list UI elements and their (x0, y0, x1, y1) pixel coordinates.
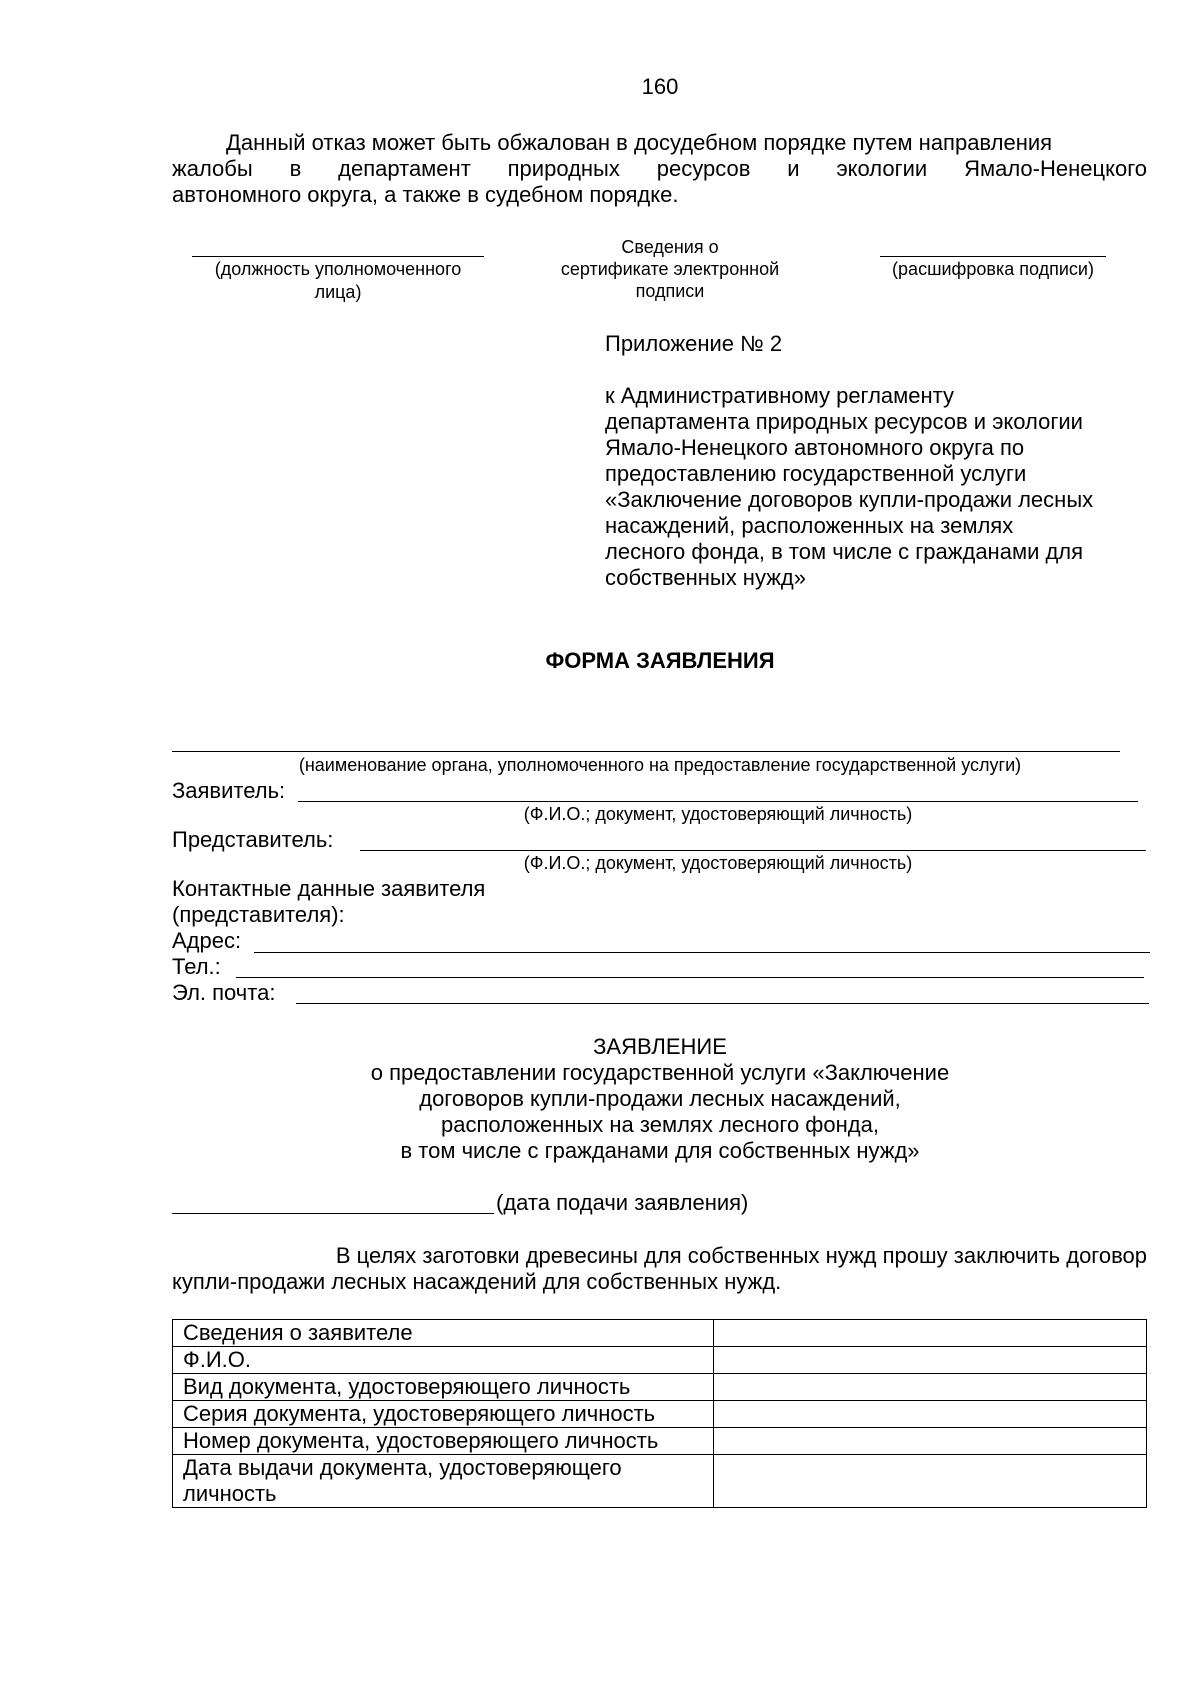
table-row (173, 1428, 1147, 1455)
table-row (173, 1401, 1147, 1428)
position-caption-2: лица) (314, 282, 362, 302)
representative-field[interactable] (360, 850, 1146, 851)
decode-signature-line (880, 256, 1106, 257)
form-title: ФОРМА ЗАЯВЛЕНИЯ (545, 648, 775, 673)
email-field[interactable] (296, 1003, 1149, 1004)
table-cell-value[interactable] (714, 1455, 1147, 1508)
phone-label: Тел.: (172, 954, 221, 979)
date-caption: (дата подачи заявления) (496, 1190, 749, 1215)
appendix-line: Ямало-Ненецкого автономного округа по (605, 435, 1025, 460)
statement-subtitle-4: в том числе с гражданами для собственных нужд» (400, 1138, 920, 1163)
address-field[interactable] (254, 952, 1150, 953)
table-row (173, 1374, 1147, 1401)
authority-caption: (наименование органа, уполномоченного на предоставление государственной услуги) (298, 755, 1022, 775)
contacts-label-1: Контактные данные заявителя (172, 876, 486, 901)
table-cell-label: Дата выдачи документа, удостоверяющего личность (173, 1455, 714, 1508)
table-cell-value[interactable] (714, 1347, 1147, 1374)
certificate-caption-1: Сведения о (621, 237, 719, 257)
position-caption-1: (должность уполномоченного (214, 259, 462, 279)
table-row (173, 1320, 1147, 1347)
appendix-line: собственных нужд» (605, 565, 806, 590)
statement-title: ЗАЯВЛЕНИЕ (593, 1034, 727, 1059)
decode-caption: (расшифровка подписи) (892, 259, 1094, 279)
table-cell-label: Ф.И.О. (173, 1347, 714, 1374)
appendix-line: департамента природных ресурсов и экологии (605, 409, 1083, 434)
table-row (173, 1455, 1147, 1508)
table-cell-value[interactable] (714, 1374, 1147, 1401)
representative-label: Представитель: (172, 827, 334, 852)
certificate-caption-2: сертификате электронной (560, 259, 780, 279)
applicant-field[interactable] (298, 801, 1138, 802)
statement-body-2: купли-продажи лесных насаждений для собственных нужд. (172, 1269, 782, 1294)
statement-subtitle-3: расположенных на землях лесного фонда, (441, 1112, 879, 1137)
table-cell-value[interactable] (714, 1401, 1147, 1428)
applicant-info-table (172, 1319, 1147, 1508)
appendix-line: «Заключение договоров купли-продажи лесных (605, 487, 1094, 512)
table-cell-value[interactable] (714, 1320, 1147, 1347)
table-cell-label: Вид документа, удостоверяющего личность (173, 1374, 714, 1401)
representative-caption: (Ф.И.О.; документ, удостоверяющий личность) (523, 853, 913, 873)
table-cell-label: Номер документа, удостоверяющего личность (173, 1428, 714, 1455)
appendix-line: к Административному регламенту (605, 383, 955, 408)
appendix-line: лесного фонда, в том числе с гражданами для (605, 539, 1084, 564)
table-cell-label: Сведения о заявителе (173, 1320, 714, 1347)
statement-subtitle-2: договоров купли-продажи лесных насаждений, (419, 1086, 901, 1111)
contacts-label-2: (представителя): (172, 902, 345, 927)
date-field[interactable] (172, 1213, 494, 1214)
appendix-line: насаждений, расположенных на землях (605, 513, 1014, 538)
table-row (173, 1347, 1147, 1374)
appendix-line: предоставлению государственной услуги (605, 461, 1027, 486)
table-cell-value[interactable] (714, 1428, 1147, 1455)
position-signature-line (192, 256, 484, 257)
certificate-caption-3: подписи (635, 281, 705, 301)
statement-body-1: В целях заготовки древесины для собственных нужд прошу заключить договор (335, 1243, 1147, 1268)
applicant-label: Заявитель: (172, 778, 286, 803)
intro-line-2: жалобы в департамент природных ресурсов и экологии Ямало-Ненецкого (172, 156, 1147, 181)
appendix-text (605, 383, 1165, 591)
authority-line (172, 751, 1120, 752)
address-label: Адрес: (172, 928, 242, 953)
intro-line-1: Данный отказ может быть обжалован в досудебном порядке путем направления (226, 130, 1053, 155)
statement-subtitle-1: о предоставлении государственной услуги «Заключение (370, 1060, 950, 1085)
page-number: 160 (641, 74, 679, 99)
phone-field[interactable] (236, 977, 1144, 978)
appendix-title: Приложение № 2 (605, 331, 783, 356)
intro-line-3: автономного округа, а также в судебном порядке. (172, 182, 679, 207)
applicant-caption: (Ф.И.О.; документ, удостоверяющий личность) (523, 804, 913, 824)
table-cell-label: Серия документа, удостоверяющего личность (173, 1401, 714, 1428)
email-label: Эл. почта: (172, 980, 276, 1005)
